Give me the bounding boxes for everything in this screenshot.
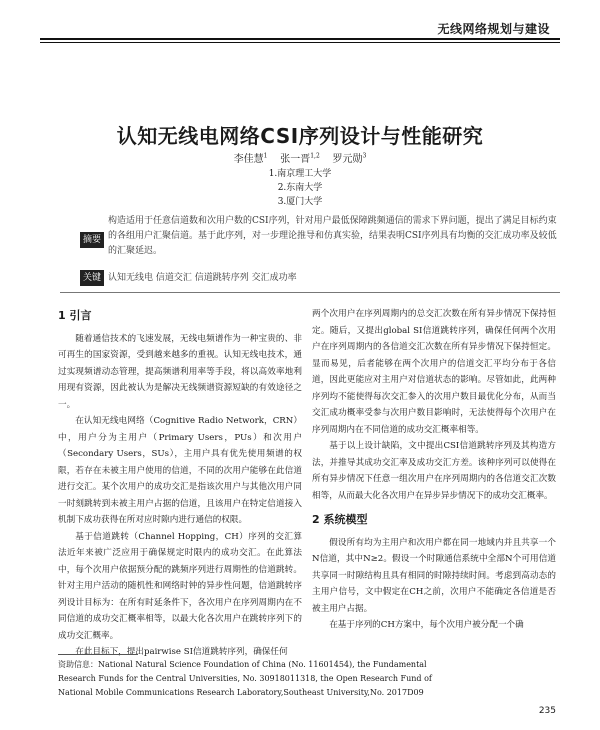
body-paragraph: 在基于序列的CH方案中，每个次用户被分配一个确 [329, 620, 524, 630]
section-heading-system-model: 2 系统模型 [312, 513, 368, 526]
footnote-divider [58, 654, 138, 655]
body-paragraph: 随着通信技术的飞速发展，无线电频谱作为一种宝贵的、非可再生的国家资源，受到越来越多的重视。认知无线电技术，通过实现频谱动态管理，提高频谱利用率等手段，将以高效率地利用现有资源，因此被认为是解决无线频谱资源短缺的有效途径之一。 [58, 333, 302, 410]
author-affil-mark: 3 [362, 152, 367, 160]
body-paragraph: 基于信道跳转（Channel Hopping，CH）序列的交汇算法近年来被广泛应用于确保规定时限内的成功交汇。在此算法中，每个次用户依据预分配的跳频序列进行周期性的信道跳转。针对主用户活动的随机性和网络时钟的异步性问题，信道跳转序列设计目标为：在所有时延条件下，各次用户在序列周期内在不同信道的成功交汇概率相等，以最大化各次用户在跳转序列下的成功交汇概率。 [58, 531, 302, 641]
footnote-line: 资助信息：National Natural Science Foundation of China (No. 11601454), the Fundamental [58, 660, 427, 669]
author-name: 张一晋 [280, 154, 311, 165]
abstract-text: 构造适用于任意信道数和次用户数的CSI序列，针对用户最低保障跳频通信的需求下界问题，提出了满足目标约束的各组用户汇聚信道。基于此序列，对一步理论推导和仿真实验，结果表明CSI序列具有均衡的交汇成功率及较低的汇聚延迟。 [108, 216, 557, 256]
body-paragraph: 两个次用户在序列周期内的总交汇次数在所有异步情况下保持恒定。随后，又提出global SI信道跳转序列，确保任何两个次用户在序列周期内的各信道交汇次数在所有异步情况下保持恒定。显而易见，后者能够在两个次用户的信道交汇平均分布于各信道，因此更能应对主用户对信道状态的影响。尽管如此，此两种序列均不能使得每次交汇参入的次用户数目最优化分布，从而当交汇成功概率受参与次用户数目影响时，无法使得每个次用户在序列周期内在不同信道的成功交汇概率相等。 [312, 309, 556, 435]
footnote-line: National Mobile Communications Research Laboratory,Southeast University,No. 2017D09 [58, 688, 424, 697]
abstract-label: 摘要 [80, 232, 104, 248]
affiliation: 2.东南大学 [277, 183, 323, 193]
abstract-divider [60, 292, 560, 293]
body-paragraph: 假设所有均为主用户和次用户都在同一地域内并且共享一个N信道，其中N≥2。假设一个时隙通信系统中全部N个可用信道共享同一时隙结构且具有相同的时隙持续时间。考虑到高动态的主用户信号，文中假定在CH之前，次用户不能确定各信道是否被主用户占据。 [312, 537, 556, 614]
body-paragraph: 基于以上设计缺陷，文中提出CSI信道跳转序列及其构造方法，并推导其成功交汇率及成功交汇方差。该种序列可以使得在所有异步情况下任意一组次用户在序列周期内的各信道交汇次数相等，从而最大化各次用户在异步异步情况下的成功交汇概率。 [312, 441, 556, 501]
author-name: 李佳慧 [233, 154, 264, 165]
body-paragraph: 在认知无线电网络（Cognitive Radio Network，CRN）中，用户分为主用户（Primary Users，PUs）和次用户（Secondary Users，SUs），主用户具有优先使用频谱的权限，若存在未被主用户使用的信道，不同的次用户能够在此信道进行交汇。某个次用户的成功交汇是指该次用户与其他次用户同一时刻跳转到未被主用户占据的信道，且该用户在特定信道接入机制下成功获得在所对应时隙内进行通信的权限。 [58, 416, 302, 525]
keywords-label: 关键词 [80, 270, 104, 286]
keywords-block [82, 270, 560, 299]
author-list [0, 150, 600, 165]
author-affil-mark: 1 [263, 152, 268, 160]
body-paragraph: 在此目标下，提出pairwise SI信道跳转序列，确保任何 [75, 647, 288, 657]
author-name: 罗元勋 [332, 154, 363, 165]
keywords-text: 认知无线电 信道交汇 信道跳转序列 交汇成功率 [108, 273, 297, 283]
left-column [58, 306, 302, 661]
page-number: 235 [538, 706, 556, 716]
header-rule [40, 38, 560, 40]
affiliation: 1.南京理工大学 [268, 169, 332, 179]
paper-title: 认知无线电网络CSI序列设计与性能研究 [116, 124, 484, 148]
section-heading-intro: 1 引言 [58, 309, 92, 322]
author-affil-mark: 1,2 [310, 152, 320, 160]
abstract-block [82, 214, 560, 259]
funding-footnote [58, 658, 560, 700]
journal-section-title: 无线网络规划与建设 [437, 22, 550, 36]
affiliation: 3.厦门大学 [277, 197, 323, 207]
right-column [312, 306, 556, 634]
footnote-line: Research Funds for the Central Universities, No. 30918011318, the Open Research Fund of [58, 674, 432, 683]
running-header [40, 14, 560, 36]
header-rule-thin [40, 42, 560, 43]
